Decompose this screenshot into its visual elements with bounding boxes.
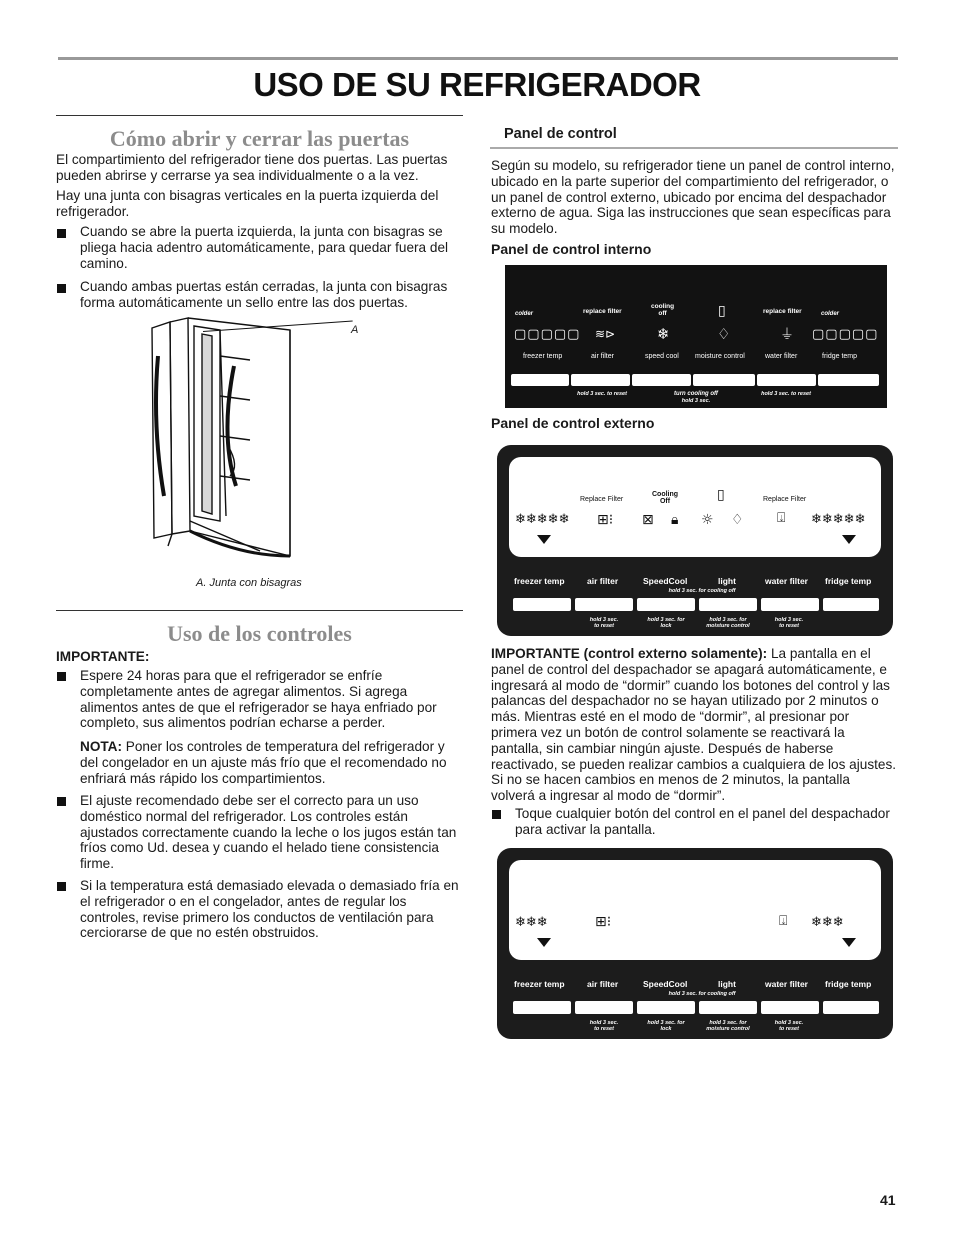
hold-reset-note: hold 3 sec. to reset — [577, 391, 627, 397]
speed-cool-button[interactable] — [632, 374, 691, 386]
speedcool-icon: ⊠ — [642, 512, 654, 528]
page-title: USO DE SU REFRIGERADOR — [253, 66, 701, 103]
control-panel-heading: Panel de control — [504, 126, 617, 142]
important-external-text: La pantalla en el panel de control del despachador se apagará automáticamente, e ingresará al modo de “dormir” cuando los botones del control y las palancas del despachador no se hayan utilizado por 2 minutos o más. Mientras esté en el modo de “dormir”, al presionar por primera vez un botón de control solamente se reactivará la pantalla, sin cambiar ningún ajuste. Después de haberse reactivado, se pueden realizar cambios a cualquiera de los ajustes. Si no se hacen cambios en menos de 2 minutos, la pantalla volverá a ingresar al modo de “dormir”. — [491, 646, 897, 804]
controls-bullet-1: Espere 24 horas para que el refrigerador se enfríe completamente antes de agregar alimentos. Si agrega alimentos antes de que el refrigerador se haya enfriado por completo, sus alimentos podrían echarse a perder. — [80, 668, 437, 731]
under-note-light: hold 3 sec. for moisture control — [706, 1020, 750, 1032]
doors-paragraph-2: Hay una junta con bisagras verticales en la puerta izquierda del refrigerador. — [56, 188, 439, 219]
cooling-off-label: cooling off — [651, 303, 675, 317]
light-button[interactable] — [699, 598, 757, 611]
water-filter-button[interactable] — [761, 1001, 819, 1014]
moisture-drop-icon: ♢ — [731, 512, 744, 528]
label-freezer-temp: freezer temp — [514, 576, 565, 586]
turn-cooling-off-note: turn cooling off — [674, 391, 718, 397]
freezer-temp-button[interactable] — [511, 374, 569, 386]
under-note-air-filter: hold 3 sec. to reset — [589, 617, 619, 629]
fridge-temp-button[interactable] — [818, 374, 879, 386]
hold-cooling-off-note: hold 3 sec. for cooling off — [668, 991, 736, 997]
cooling-off-label: Cooling Off — [652, 491, 679, 505]
label-water-filter: water filter — [765, 576, 808, 586]
freezer-level-icon: ❄❄❄❄❄ — [515, 512, 570, 527]
fridge-level-icon: ▢▢▢▢▢ — [812, 327, 879, 342]
page-number: 41 — [880, 1192, 896, 1208]
label-speedcool: SpeedCool — [643, 576, 688, 586]
moisture-control-button[interactable] — [693, 374, 755, 386]
fridge-level-icon: ❄❄❄ — [811, 915, 844, 930]
water-filter-icon: ⍗ — [779, 913, 788, 929]
under-note-speedcool: hold 3 sec. for lock — [647, 617, 685, 629]
freezer-temp-button[interactable] — [513, 1001, 571, 1014]
air-filter-icon: ⊞⁝ — [595, 914, 612, 930]
freezer-down-arrow-icon — [537, 535, 551, 544]
bullet-icon — [57, 229, 66, 238]
bullet-icon — [57, 882, 66, 891]
bullet-icon — [57, 797, 66, 806]
control-panel-paragraph: Según su modelo, su refrigerador tiene un panel de control interno, ubicado en la parte superior del compartimiento del refrigerador, o un panel de control externo, ubicado por encima del despachador externo de agua. Siga las instrucciones que sean específicas para su modelo. — [491, 158, 895, 237]
label-light: light — [718, 979, 736, 989]
under-note-air-filter: hold 3 sec. to reset — [589, 1020, 619, 1032]
figure-caption: A. Junta con bisagras — [196, 577, 302, 589]
activate-display-bullet: Toque cualquier botón del control en el panel del despachador para activar la pantalla. — [515, 806, 890, 837]
under-note-light: hold 3 sec. for moisture control — [706, 617, 750, 629]
freezer-level-icon: ❄❄❄ — [515, 915, 548, 930]
label-fridge-temp: fridge temp — [822, 353, 858, 360]
fridge-level-icon: ❄❄❄❄❄ — [811, 512, 866, 527]
external-control-panel — [497, 445, 893, 636]
fridge-down-arrow-icon — [842, 535, 856, 544]
heading-rule — [490, 147, 898, 149]
doors-paragraph-1: El compartimiento del refrigerador tiene dos puertas. Las puertas pueden abrirse y cerrarse ya sea individualmente o a la vez. — [56, 152, 448, 183]
light-icon: ☼ — [701, 512, 714, 528]
freezer-down-arrow-icon — [537, 938, 551, 947]
label-air-filter: air filter — [591, 353, 614, 360]
section-heading-doors: Cómo abrir y cerrar las puertas — [109, 126, 410, 151]
door-icon: ▯ — [717, 487, 725, 503]
external-panel-sleep — [497, 848, 893, 1039]
external-display — [509, 457, 881, 557]
air-filter-icon: ⊞⁝ — [597, 512, 614, 528]
controls-bullet-2: El ajuste recomendado debe ser el correcto para un uso doméstico normal del refrigerador. Los controles están ajustados correctamente cuando la leche o los jugos están tan fríos como Ud. desea y cuando el helado tiene consistencia firme. — [80, 793, 457, 872]
label-freezer-temp: freezer temp — [523, 353, 563, 360]
hold-3-note: hold 3 sec. — [681, 398, 711, 404]
internal-panel-subheading: Panel de control interno — [491, 241, 652, 257]
nota-label: NOTA: — [80, 739, 123, 754]
freezer-level-icon: ▢▢▢▢▢ — [514, 327, 581, 342]
bullet-icon — [492, 810, 501, 819]
replace-filter-label: replace filter — [583, 308, 622, 315]
doors-bullet-2: Cuando ambas puertas están cerradas, la junta con bisagras forma automáticamente un sello entre las dos puertas. — [80, 279, 448, 310]
sleep-display — [509, 860, 881, 960]
important-label: IMPORTANTE: — [56, 649, 150, 664]
under-note-water-filter: hold 3 sec. to reset — [774, 617, 804, 629]
door-icon: ▯ — [718, 303, 726, 319]
air-filter-button[interactable] — [571, 374, 630, 386]
replace-filter-label: Replace Filter — [580, 496, 624, 503]
label-freezer-temp: freezer temp — [514, 979, 565, 989]
fridge-temp-button[interactable] — [823, 598, 879, 611]
hold-cooling-off-note: hold 3 sec. for cooling off — [668, 588, 736, 594]
speedcool-button[interactable] — [637, 1001, 695, 1014]
section-heading-controls: Uso de los controles — [167, 621, 352, 646]
water-filter-button[interactable] — [757, 374, 816, 386]
air-filter-button[interactable] — [575, 1001, 633, 1014]
colder-label-2: colder — [821, 311, 840, 317]
important-paragraph — [491, 646, 897, 804]
label-air-filter: air filter — [587, 979, 619, 989]
fridge-temp-button[interactable] — [823, 1001, 879, 1014]
replace-filter-label-2: replace filter — [763, 308, 802, 315]
under-note-speedcool: hold 3 sec. for lock — [647, 1020, 685, 1032]
nota-paragraph — [80, 739, 464, 786]
internal-control-panel — [505, 265, 887, 408]
section-rule — [56, 115, 463, 116]
lock-icon: 🔒︎ — [671, 512, 679, 528]
label-speedcool: SpeedCool — [643, 979, 688, 989]
external-panel-subheading: Panel de control externo — [491, 415, 655, 431]
water-filter-icon: ⏚ — [780, 327, 794, 343]
hold-reset-note-2: hold 3 sec. to reset — [761, 391, 811, 397]
important-external-label: IMPORTANTE (control externo solamente): — [491, 646, 768, 661]
label-air-filter: air filter — [587, 576, 619, 586]
freezer-temp-button[interactable] — [513, 598, 571, 611]
bullet-icon — [57, 284, 66, 293]
label-speed-cool: speed cool — [645, 353, 679, 360]
controls-bullet-3: Si la temperatura está demasiado elevada o demasiado fría en el refrigerador o en el congelador, antes de regular los controles, revise primero los conductos de ventilación para cerciorarse de que no estén obstruidos. — [80, 878, 459, 941]
doors-bullet-1: Cuando se abre la puerta izquierda, la junta con bisagras se pliega hacia adentro automáticamente, para quedar fuera del camino. — [80, 224, 449, 271]
air-filter-button[interactable] — [575, 598, 633, 611]
light-button[interactable] — [699, 1001, 757, 1014]
air-filter-icon: ≋⊳ — [595, 327, 616, 341]
bullet-icon — [57, 672, 66, 681]
section-rule — [56, 610, 463, 611]
replace-filter-label-2: Replace Filter — [763, 496, 807, 503]
callout-label: A — [351, 324, 359, 336]
colder-label: colder — [515, 311, 534, 317]
speedcool-button[interactable] — [637, 598, 695, 611]
label-fridge-temp: fridge temp — [825, 979, 872, 989]
under-note-water-filter: hold 3 sec. to reset — [774, 1020, 804, 1032]
water-filter-button[interactable] — [761, 598, 819, 611]
moisture-drop-icon: ♢ — [717, 325, 731, 343]
nota-text: Poner los controles de temperatura del refrigerador y del congelador en un ajuste más frío que el recomendado no enfriará más rápido los compartimientos. — [80, 739, 447, 786]
label-fridge-temp: fridge temp — [825, 576, 872, 586]
label-water-filter: water filter — [765, 353, 798, 360]
fridge-down-arrow-icon — [842, 938, 856, 947]
fridge-door-illustration — [150, 316, 370, 576]
top-rule — [58, 57, 898, 60]
snowflake-icon: ❄ — [657, 325, 670, 343]
water-filter-icon: ⍗ — [777, 510, 786, 526]
label-water-filter: water filter — [765, 979, 808, 989]
label-moisture-control: moisture control — [695, 353, 745, 360]
label-light: light — [718, 576, 736, 586]
